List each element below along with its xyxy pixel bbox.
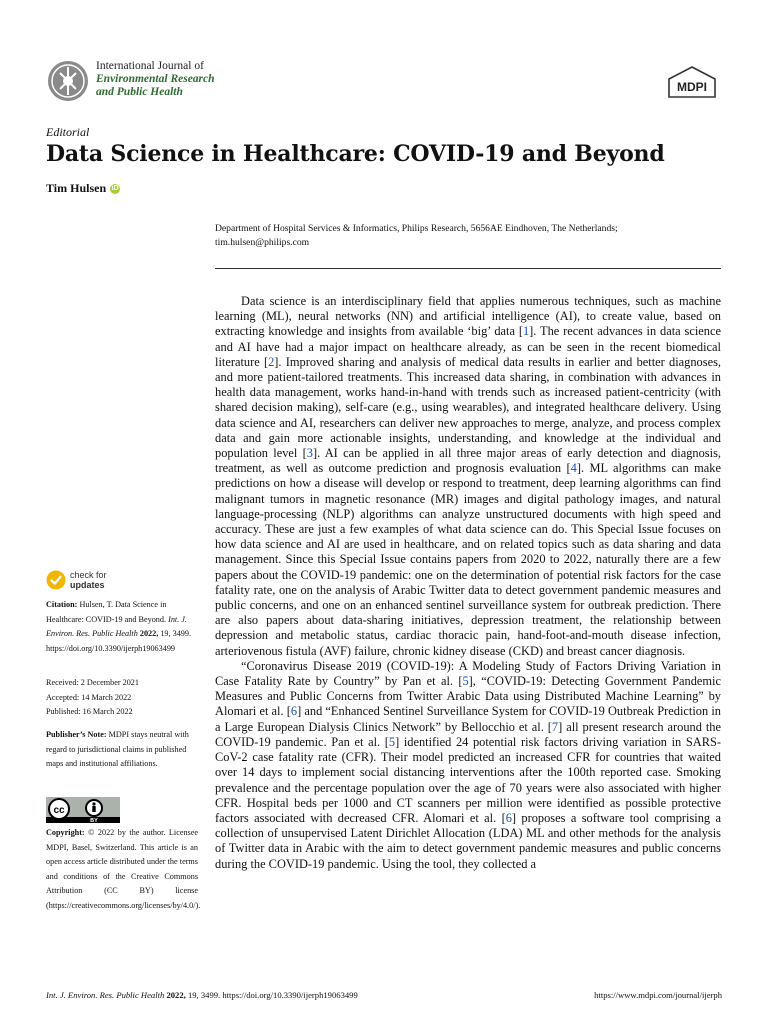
citation-link[interactable]: 5 [388, 734, 396, 749]
affiliation-text: Department of Hospital Services & Informatics, Philips Research, 5656AE Eindhoven, The Netherlands; [215, 223, 618, 234]
citation-doi[interactable]: 19, 3499. https://doi.org/10.3390/ijerph19063499 [46, 629, 192, 653]
citation-link[interactable]: 5 [462, 674, 469, 689]
page-footer [46, 990, 722, 1000]
accepted-date: Accepted: 14 March 2022 [46, 692, 132, 702]
citation-link[interactable]: 3 [306, 446, 313, 461]
received-date: Received: 2 December 2021 [46, 678, 139, 687]
copyright-label: Copyright: [46, 828, 85, 837]
journal-name [96, 60, 215, 99]
mdpi-logo-icon [666, 66, 718, 98]
journal-name-line3: and Public Health [96, 86, 183, 98]
cc-by-label: BY [90, 818, 98, 823]
citation-link[interactable]: 4 [570, 461, 577, 476]
citation-link[interactable]: 7 [551, 719, 559, 734]
check-updates-line2: updates [70, 580, 105, 590]
svg-text:cc: cc [53, 805, 65, 816]
cc-by-license-icon[interactable] [46, 797, 120, 823]
citation-link[interactable]: 6 [290, 704, 298, 719]
citation-label: Citation: [46, 600, 78, 609]
orcid-icon[interactable]: iD [111, 184, 119, 192]
journal-name-line2: Environmental Research [96, 73, 215, 85]
article-type: Editorial [46, 125, 90, 139]
divider [215, 268, 721, 269]
footer-citation [46, 990, 358, 1000]
page-title: Data Science in Healthcare: COVID-19 and Beyond [46, 141, 665, 167]
citation-link[interactable]: 6 [505, 810, 512, 825]
publisher-note-text: MDPI stays neutral with regard to jurisdictional claims in published maps and institutional affiliations. [46, 730, 189, 769]
author-name[interactable]: Tim Hulsen [46, 181, 107, 195]
paragraph-1: Data science is an interdisciplinary field that applies numerous techniques, such as machine learning (ML), neural networks (NN) and artificial intelligence (AI), to create value, based on extracting knowledge and insights from available ‘big’ data [1]. The recent advances in data science and AI have had a major impact on healthcare already, as can be seen in the recent biomedical literature [2]. Improved sharing and analysis of medical data results in earlier and better diagnoses, and more patient-tailored treatments. This increased data sharing, in combination with advances in health data management, works hand-in-hand with trends such as increased patient-centricity (with shared decision making), self-care (e.g., using wearables), and integrated healthcare delivery. Using data science and AI, researchers can deliver new approaches to merge, analyze, and process complex data and gain more actionable insights, understanding, and knowledge at the individual and population level [3]. AI can be applied in all three major areas of early detection and diagnosis, treatment, as well as outcome prediction and prognosis evaluation [4]. ML algorithms can make predictions on how a disease will develop or respond to treatment, deep learning algorithms can find malignant tumors in magnetic resonance (MR) images and digital pathology images, and natural language-processing (NLP) algorithms can analyze unstructured documents with high speed and accuracy. These are just a few examples of what data science can do. This Special Issue focuses on how data science and AI are used in healthcare, and on related topics such as data sharing and data management. Since this Special Issue contains papers from 2020 to 2022, naturally there are a few papers about the COVID-19 pandemic: one on the determination of potential risk factors for the case fatality rate, one on the analysis of Arabic Twitter data to detect government pandemic measures and public concerns, and one on an enhanced sentinel surveillance system for outbreak prediction. There are also papers about data-sharing initiatives, depression treatment, the relationship between depression and metabolic status, cardiac thoracic pain, hand-foot-and-mouth disease infection, arteriovenous fistula (AVF) failure, chronic kidney disease (CKD) and breast cancer diagnosis. [215, 294, 721, 658]
published-date: Published: 16 March 2022 [46, 707, 133, 717]
footer-doi[interactable]: 19, 3499. https://doi.org/10.3390/ijerph19063499 [187, 990, 358, 1000]
dates-block [46, 676, 198, 720]
check-updates-line1: check for [70, 570, 107, 580]
publisher-note-label: Publisher’s Note: [46, 730, 107, 739]
citation-block [46, 598, 198, 656]
copyright-text: © 2022 by the author. Licensee MDPI, Basel, Switzerland. This article is an open access article distributed under the terms and conditions of the Creative Commons Attribution (CC BY) license (https://creativecommons.org/licenses/by/4.0/). [46, 828, 201, 910]
citation-text: Hulsen, T. Data Science in Healthcare: COVID-19 and Beyond. [46, 600, 167, 624]
citation-link[interactable]: 2 [268, 354, 275, 369]
publisher-note [46, 728, 198, 772]
check-updates-icon [46, 570, 66, 590]
copyright-block [46, 826, 201, 914]
citation-link[interactable]: 1 [522, 324, 530, 339]
journal-logo-icon [46, 59, 90, 103]
check-for-updates-button[interactable] [46, 570, 107, 590]
article-body [215, 294, 721, 872]
footer-journal: Int. J. Environ. Res. Public Health [46, 990, 165, 1000]
footer-url[interactable]: https://www.mdpi.com/journal/ijerph [594, 990, 722, 1000]
citation-journal: Int. J. Environ. Res. Public Health [46, 614, 187, 639]
affiliation [215, 222, 720, 250]
publisher-name: MDPI [677, 80, 707, 94]
citation-year: 2022, [139, 629, 159, 639]
author-email[interactable]: tim.hulsen@philips.com [215, 237, 310, 248]
author [46, 181, 120, 196]
paragraph-2: “Coronavirus Disease 2019 (COVID-19): A Modeling Study of Factors Driving Variation in Case Fatality Rate by Country” by Pan et al. [5], “COVID-19: Detecting Government Pandemic Measures and Public Concerns from Twitter Arabic Data using Distributed Machine Learning” by Alomari et al. [6] and “Enhanced Sentinel Surveillance System for COVID-19 Outbreak Prediction in a Large European Dialysis Clinics Network” by Bellocchio et al. [7] all present research around the COVID-19 pandemic. Pan et al. [5] identified 24 potential risk factors driving variation in SARS-CoV-2 case fatality rate (CFR). Their model predicted an increased CFR for countries that waited over 14 days to implement social distancing interventions after the 100th reported case. Smoking prevalence and the percentage population over the age of 70 years were also associated with higher CFR. Hospital beds per 1000 and CT scanners per million were identified as possible protective factors associated with decreased CFR. Alomari et al. [6] proposes a software tool comprising a collection of unsupervised Latent Dirichlet Allocation (LDA) ML and other methods for the analysis of Twitter data in Arabic with the aim to detect government pandemic measures and public concerns during the COVID-19 pandemic. Using the tool, they collected a [215, 658, 721, 871]
footer-year: 2022, [166, 990, 186, 1000]
journal-name-line1: International Journal of [96, 60, 204, 72]
